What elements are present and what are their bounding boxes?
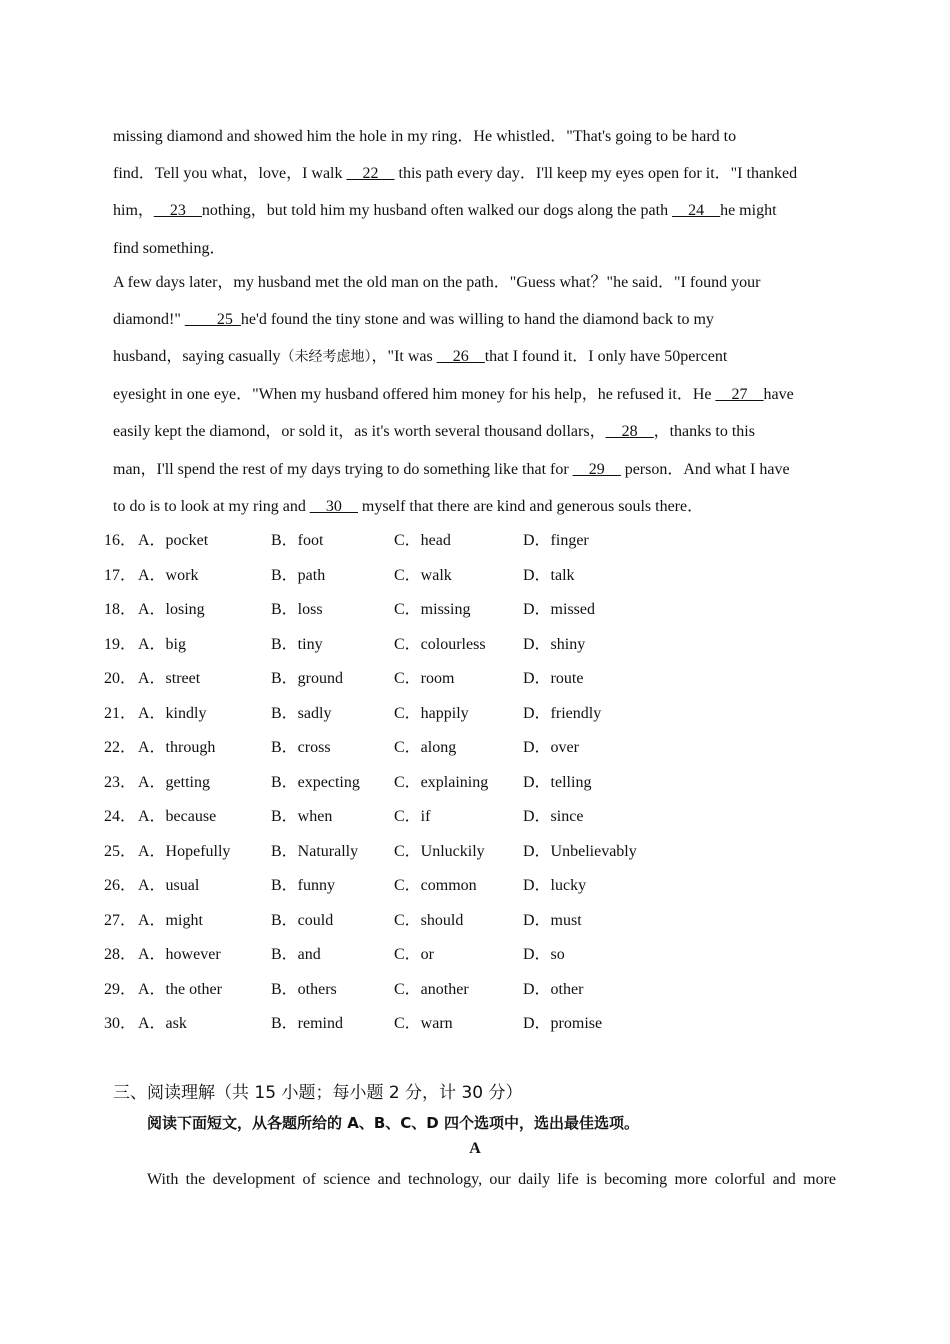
passage-line	[113, 385, 794, 405]
question-number: 30．	[104, 1015, 137, 1032]
passage-line	[113, 127, 736, 147]
option-d: D．lucky	[523, 877, 587, 894]
option-c: C．common	[394, 877, 477, 894]
option-b: B．could	[271, 912, 334, 929]
option-a: A．work	[138, 567, 199, 584]
blank-25: ____25_	[184, 311, 241, 328]
passage-text: A few days later，my husband met the old man on the path．"Guess what？"he said．"I found your	[113, 274, 761, 291]
option-a: A．big	[138, 636, 187, 653]
option-d: D．talk	[523, 567, 575, 584]
option-d: D．over	[523, 739, 579, 756]
gloss-note: （未经考虑地）	[280, 349, 372, 365]
question-row	[104, 600, 804, 620]
option-b: B．ground	[271, 670, 344, 687]
passage-line	[113, 460, 790, 480]
blank-30: __30__	[309, 498, 358, 515]
option-a: A．street	[138, 670, 201, 687]
passage-text: husband，saying casually	[113, 348, 281, 365]
question-number: 23．	[104, 774, 137, 791]
passage-line	[113, 273, 760, 293]
passage-text: myself that there are kind and generous souls there．	[357, 498, 704, 515]
blank-23: __23__	[153, 202, 202, 219]
option-d: D．telling	[523, 774, 592, 791]
question-number: 16．	[104, 532, 137, 549]
option-b: B．path	[271, 567, 326, 584]
option-a: A．usual	[138, 877, 200, 894]
passage-line	[113, 347, 727, 367]
question-number: 29．	[104, 981, 137, 998]
option-c: C．along	[394, 739, 457, 756]
option-d: D．route	[523, 670, 584, 687]
passage-text: missing diamond and showed him the hole in my ring．He whistled．"That's going to be hard to	[113, 128, 737, 145]
option-b: B．and	[271, 946, 321, 963]
question-row	[104, 773, 804, 793]
option-c: C．should	[394, 912, 464, 929]
passage-text: easily kept the diamond，or sold it，as it's worth several thousand dollars，	[113, 423, 606, 440]
option-b: B．others	[271, 981, 337, 998]
option-d: D．missed	[523, 601, 596, 618]
option-d: D．shiny	[523, 636, 586, 653]
passage-line	[113, 422, 755, 442]
question-row	[104, 842, 804, 862]
option-b: B．expecting	[271, 774, 360, 791]
question-number: 17．	[104, 567, 137, 584]
passage-text: find．Tell you what，love，I walk	[113, 165, 347, 182]
passage-text: that I found it．I only have 50percent	[484, 348, 728, 365]
question-number: 20．	[104, 670, 137, 687]
passage-text: nothing，but told him my husband often walked our dogs along the path	[201, 202, 673, 219]
blank-26: __26__	[436, 348, 485, 365]
blank-28: __28__	[605, 423, 654, 440]
option-c: C．head	[394, 532, 451, 549]
option-d: D．friendly	[523, 705, 602, 722]
option-a: A．pocket	[138, 532, 209, 549]
option-b: B．when	[271, 808, 333, 825]
option-d: D．must	[523, 912, 582, 929]
option-c: C．colourless	[394, 636, 486, 653]
option-a: A．kindly	[138, 705, 207, 722]
option-d: D．since	[523, 808, 584, 825]
passage-text: ，"It was	[371, 348, 437, 365]
section-instruction: 阅读下面短文，从各题所给的 A、B、C、D 四个选项中，选出最佳选项。	[147, 1114, 639, 1132]
passage-line	[113, 201, 777, 221]
question-row	[104, 945, 804, 965]
question-row	[104, 738, 804, 758]
option-a: A．ask	[138, 1015, 187, 1032]
option-a: A．losing	[138, 601, 205, 618]
option-d: D．finger	[523, 532, 589, 549]
passage-text: man，I'll spend the rest of my days trying to do something like that for	[113, 461, 573, 478]
question-row	[104, 1014, 804, 1034]
passage-text: person．And what I have	[620, 461, 790, 478]
passage-text: he'd found the tiny stone and was willing to hand the diamond back to my	[240, 311, 714, 328]
option-c: C．another	[394, 981, 469, 998]
question-row	[104, 704, 804, 724]
passage-line	[113, 164, 797, 184]
option-c: C．walk	[394, 567, 452, 584]
passage-text: have	[763, 386, 794, 403]
question-number: 22．	[104, 739, 137, 756]
option-c: C．warn	[394, 1015, 453, 1032]
passage-text: eyesight in one eye．"When my husband offered him money for his help，he refused it．He	[113, 386, 716, 403]
passage-text: him，	[113, 202, 154, 219]
option-b: B．sadly	[271, 705, 332, 722]
option-d: D．Unbelievably	[523, 843, 637, 860]
passage-text: diamond!"	[113, 311, 185, 328]
question-row	[104, 876, 804, 896]
question-number: 19．	[104, 636, 137, 653]
question-row	[104, 911, 804, 931]
question-number: 21．	[104, 705, 137, 722]
question-row	[104, 566, 804, 586]
blank-22: __22__	[346, 165, 395, 182]
option-b: B．remind	[271, 1015, 343, 1032]
option-d: D．promise	[523, 1015, 603, 1032]
passage-line	[113, 497, 703, 517]
option-c: C．room	[394, 670, 455, 687]
option-a: A．might	[138, 912, 203, 929]
question-number: 27．	[104, 912, 137, 929]
option-a: A．getting	[138, 774, 210, 791]
section-heading: 三、阅读理解（共 15 小题；每小题 2 分，计 30 分）	[113, 1083, 523, 1103]
option-c: C．explaining	[394, 774, 489, 791]
option-b: B．Naturally	[271, 843, 359, 860]
passage-label: A	[469, 1140, 481, 1157]
option-a: A．through	[138, 739, 216, 756]
passage-text: this path every day．I'll keep my eyes open for it．"I thanked	[394, 165, 798, 182]
option-b: B．tiny	[271, 636, 323, 653]
option-c: C．Unluckily	[394, 843, 485, 860]
passage-text: he might	[720, 202, 777, 219]
option-a: A．Hopefully	[138, 843, 231, 860]
option-b: B．funny	[271, 877, 336, 894]
question-number: 25．	[104, 843, 137, 860]
passage-text: to do is to look at my ring and	[113, 498, 310, 515]
option-d: D．so	[523, 946, 565, 963]
option-b: B．foot	[271, 532, 324, 549]
passage-text: ，thanks to this	[653, 423, 755, 440]
passage-line	[113, 310, 714, 330]
question-number: 18．	[104, 601, 137, 618]
option-b: B．cross	[271, 739, 331, 756]
option-a: A．however	[138, 946, 221, 963]
question-row	[104, 669, 804, 689]
question-row	[104, 531, 804, 551]
option-c: C．missing	[394, 601, 471, 618]
question-row	[104, 807, 804, 827]
option-c: C．if	[394, 808, 431, 825]
option-a: A．the other	[138, 981, 222, 998]
option-c: C．happily	[394, 705, 469, 722]
option-b: B．loss	[271, 601, 323, 618]
option-c: C．or	[394, 946, 435, 963]
passage-line	[113, 239, 225, 259]
option-d: D．other	[523, 981, 584, 998]
passage-text: find something．	[113, 240, 226, 257]
question-number: 24．	[104, 808, 137, 825]
question-row	[104, 635, 804, 655]
reading-passage-first-line: With the development of science and technology, our daily life is becoming more colorful and more	[147, 1171, 836, 1188]
question-number: 26．	[104, 877, 137, 894]
question-number: 28．	[104, 946, 137, 963]
option-a: A．because	[138, 808, 217, 825]
question-row	[104, 980, 804, 1000]
blank-29: __29__	[572, 461, 621, 478]
blank-27: __27__	[715, 386, 764, 403]
blank-24: __24__	[672, 202, 721, 219]
